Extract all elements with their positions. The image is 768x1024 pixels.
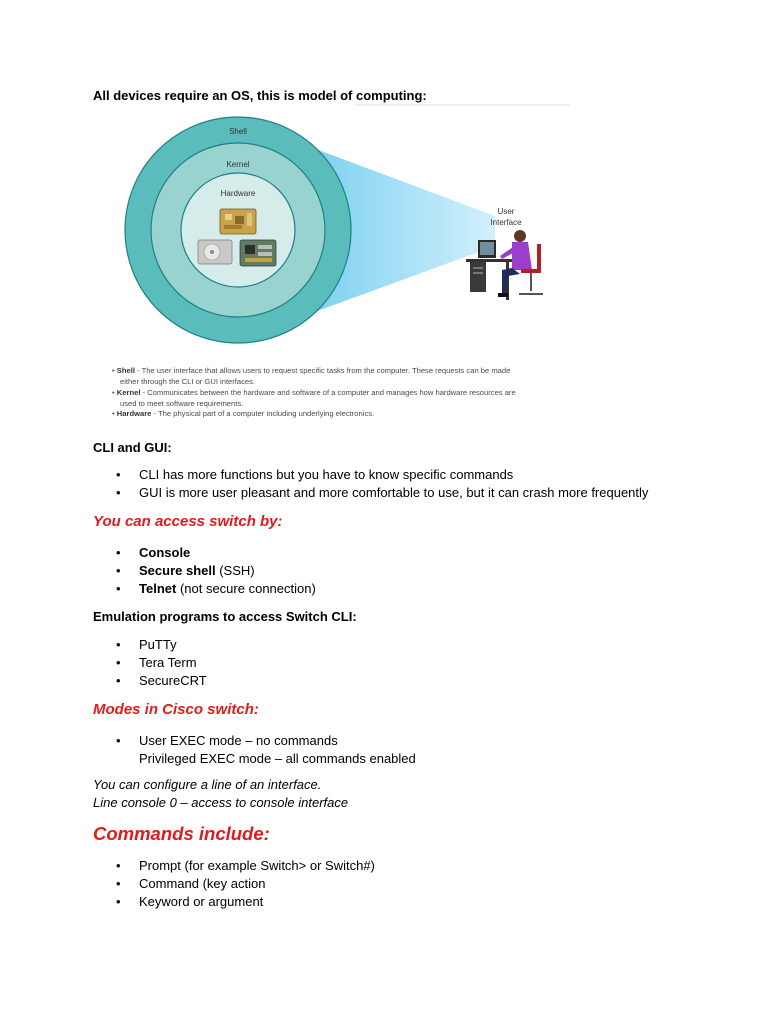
intro-heading: All devices require an OS, this is model of computing: [93, 88, 427, 103]
item-bold: Secure shell [139, 563, 216, 578]
caption-text: - The physical part of a computer including underlying electronics. [151, 409, 375, 418]
caption-hardware [112, 409, 374, 418]
modes-heading: Modes in Cisco switch: [93, 701, 259, 718]
cli-gui-heading: CLI and GUI: [93, 440, 172, 455]
list-item [139, 581, 316, 596]
caption-bullet: • [112, 409, 115, 418]
motherboard-icon [240, 240, 276, 266]
list-item: Command (key action [139, 876, 266, 891]
list-item [139, 545, 190, 560]
caption-term: Shell [116, 366, 135, 375]
hardware-label: Hardware [220, 189, 256, 198]
interface-label: Interface [490, 218, 522, 227]
caption-bullet: • [112, 388, 115, 397]
list-item: SecureCRT [139, 673, 207, 688]
item-rest: (SSH) [215, 563, 255, 578]
note-line: You can configure a line of an interface. [93, 777, 322, 792]
list-item: Prompt (for example Switch> or Switch#) [139, 858, 375, 873]
bullet-glyph: • [116, 894, 121, 909]
note-line: Line console 0 – access to console interface [93, 795, 349, 810]
list-item: GUI is more user pleasant and more comfortable to use, but it can crash more frequently [139, 485, 649, 500]
caption-term: Hardware [116, 409, 152, 418]
bullet-glyph: • [116, 876, 121, 891]
bullet-glyph: • [116, 733, 121, 748]
os-model-figure [100, 104, 580, 356]
item-bold: Telnet [139, 581, 177, 596]
bullet-glyph: • [116, 673, 121, 688]
emulation-heading: Emulation programs to access Switch CLI: [93, 609, 357, 624]
caption-bullet: • [112, 366, 115, 375]
caption-kernel-cont: used to meet software requirements. [120, 399, 244, 408]
access-heading: You can access switch by: [93, 513, 283, 530]
list-item: Keyword or argument [139, 894, 264, 909]
list-item-continuation: Privileged EXEC mode – all commands enabled [139, 751, 416, 766]
caption-shell [112, 366, 510, 375]
caption-text: - Communicates between the hardware and software of a computer and manages how hardware resources are [140, 388, 516, 397]
bullet-glyph: • [116, 858, 121, 873]
list-item: Tera Term [139, 655, 197, 670]
commands-heading: Commands include: [93, 823, 270, 844]
caption-shell-cont: either through the CLI or GUI interfaces. [120, 377, 256, 386]
list-item: PuTTy [139, 637, 177, 652]
kernel-label: Kernel [226, 160, 250, 169]
caption-text: - The user interface that allows users to request specific tasks from the computer. These requests can be made [134, 366, 511, 375]
user-label: User [497, 207, 515, 216]
list-item: CLI has more functions but you have to know specific commands [139, 467, 514, 482]
list-item [139, 563, 255, 578]
bullet-glyph: • [116, 563, 121, 578]
bullet-glyph: • [116, 467, 121, 482]
shell-label: Shell [229, 127, 247, 136]
bullet-glyph: • [116, 637, 121, 652]
bullet-glyph: • [116, 655, 121, 670]
item-rest: (not secure connection) [176, 581, 316, 596]
bullet-glyph: • [116, 485, 121, 500]
item-bold: Console [139, 545, 191, 560]
list-item: User EXEC mode – no commands [139, 733, 338, 748]
bullet-glyph: • [116, 545, 121, 560]
caption-kernel [112, 388, 516, 397]
caption-term: Kernel [116, 388, 141, 397]
circuit-board-icon [220, 209, 256, 234]
hard-drive-icon [198, 240, 232, 264]
bullet-glyph: • [116, 581, 121, 596]
